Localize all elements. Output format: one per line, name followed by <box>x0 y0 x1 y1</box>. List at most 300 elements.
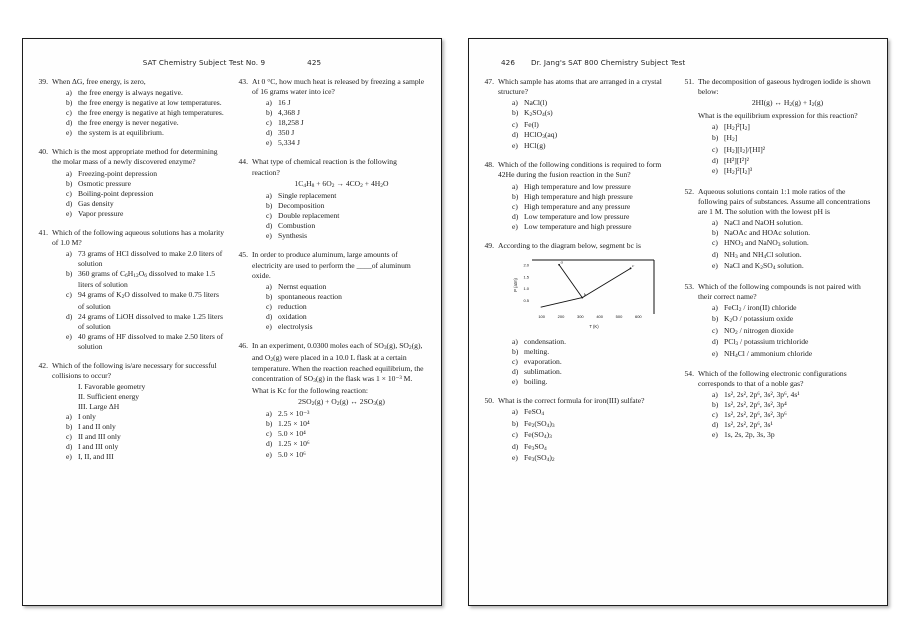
svg-text:a: a <box>560 259 563 265</box>
option-text: 73 grams of HCl dissolved to make 2.0 liters of solution <box>78 249 223 269</box>
option-text: NaOAc and HOAc solution. <box>724 228 811 238</box>
option-label: a) <box>712 122 718 132</box>
question-stem: Aqueous solutions contain 1:1 mole ratios of the following pairs of substances. Assume all concentrations are 1 M. The solution with the lowest pH is <box>698 186 871 217</box>
answer-options <box>252 98 425 148</box>
question <box>235 250 425 332</box>
answer-option[interactable] <box>712 390 871 400</box>
answer-options <box>698 122 871 178</box>
right-page-number: 426 <box>501 58 516 67</box>
question-stem: The decomposition of gaseous hydrogen iodide is shown below: <box>698 77 871 97</box>
option-label: d) <box>266 439 273 449</box>
answer-option[interactable] <box>66 209 225 219</box>
answer-options <box>252 191 425 241</box>
left-page-columns <box>23 67 441 471</box>
question-equation: 2HI(g) ↔ $H_2(g) + I_2(g)$ <box>751 98 824 109</box>
answer-option[interactable] <box>512 453 671 464</box>
answer-option[interactable] <box>512 407 671 418</box>
left-page <box>22 38 442 606</box>
option-label: b) <box>512 108 519 118</box>
right-page-header <box>469 39 887 67</box>
question <box>481 77 671 151</box>
answer-option[interactable] <box>712 400 871 410</box>
answer-options <box>52 412 225 462</box>
question-stem: According to the diagram below, segment bc is <box>498 240 641 250</box>
option-text: [H²][I²]² <box>724 156 749 166</box>
option-text: High temperature and high pressure <box>524 191 633 201</box>
answer-option[interactable] <box>66 452 225 462</box>
option-label: c) <box>66 432 72 442</box>
question <box>35 77 225 138</box>
option-label: e) <box>266 321 272 331</box>
option-text: Double replacement <box>278 211 340 221</box>
question <box>235 77 425 148</box>
answer-option[interactable] <box>266 231 425 241</box>
option-label: a) <box>512 98 518 108</box>
option-label: b) <box>266 201 273 211</box>
answer-option[interactable] <box>512 108 671 119</box>
answer-option[interactable] <box>712 122 871 133</box>
answer-option[interactable] <box>512 98 671 108</box>
answer-option[interactable] <box>66 412 225 422</box>
svg-text:500: 500 <box>615 313 623 319</box>
svg-text:600: 600 <box>634 313 642 319</box>
answer-option[interactable] <box>712 303 871 314</box>
option-text: Decomposition <box>278 201 325 211</box>
option-label: a) <box>66 88 72 98</box>
answer-option[interactable] <box>266 191 425 201</box>
option-text: reduction <box>278 301 307 311</box>
option-text: I and III only <box>78 442 119 452</box>
answer-option[interactable] <box>266 322 425 332</box>
question-stem: Which sample has atoms that are arranged in a crystal structure? <box>498 77 662 97</box>
answer-option[interactable] <box>512 192 671 202</box>
answer-option[interactable] <box>66 332 225 352</box>
option-text: $HNO_3$ and NaNO$_3$ solution. <box>724 238 809 249</box>
answer-option[interactable] <box>712 250 871 261</box>
question-body <box>498 241 671 387</box>
answer-option[interactable] <box>66 442 225 452</box>
svg-text:200: 200 <box>557 313 565 319</box>
answer-option[interactable] <box>712 261 871 272</box>
answer-option[interactable] <box>512 212 671 222</box>
option-label: b) <box>266 291 273 301</box>
question <box>235 341 425 460</box>
question-stem: Which of the following aqueous solutions has a molarity of 1.0 M? <box>52 227 225 247</box>
question-body <box>698 77 871 178</box>
option-label: a) <box>66 249 72 259</box>
answer-option[interactable] <box>66 98 225 108</box>
right-column-1 <box>481 77 671 473</box>
option-text: 1s, 2s, 2p, 3s, 3p <box>724 430 775 440</box>
option-label: e) <box>512 377 518 387</box>
question-stem: In order to produce aluminum, large amounts of electricity are used to perform the ____of aluminum oxide. <box>252 250 411 280</box>
option-text: 1.25 × 10⁶ <box>278 439 310 449</box>
option-text: the system is at equilibrium. <box>78 128 164 138</box>
option-text: 40 grams of HF dissolved to make 2.50 liters of solution <box>78 331 224 351</box>
option-label: a) <box>266 281 272 291</box>
option-label: d) <box>66 118 73 128</box>
answer-option[interactable] <box>712 337 871 348</box>
option-label: d) <box>712 420 719 430</box>
option-text: NaCl and $K_2SO_4$ solution. <box>724 261 804 272</box>
answer-option[interactable] <box>266 98 425 108</box>
option-text: Nernst equation <box>278 281 327 291</box>
option-label: a) <box>266 191 272 201</box>
option-label: d) <box>266 311 273 321</box>
option-text: 1s², 2s², 2p⁶, 3s², 3p⁶, 4s¹ <box>724 390 800 400</box>
answer-option[interactable] <box>712 145 871 156</box>
answer-option[interactable] <box>266 312 425 322</box>
answer-options <box>498 337 671 387</box>
question-equation: $1C_4H_8 + 6O_2 \to 4CO_2 + 4H_2O$ <box>294 178 389 189</box>
svg-text:b: b <box>583 292 587 298</box>
answer-option[interactable] <box>712 326 871 337</box>
phase-diagram <box>504 254 656 330</box>
option-label: c) <box>66 290 72 300</box>
option-text: I, II, and III <box>78 452 114 462</box>
question <box>35 361 225 462</box>
option-text: 1.25 × 10⁴ <box>278 419 310 429</box>
option-label: b) <box>712 400 719 410</box>
option-label: d) <box>512 441 519 451</box>
question-equation: $2SO_2(g) + O_2(g)$ ↔ $2SO_3(g)$ <box>298 396 385 408</box>
answer-option[interactable] <box>66 118 225 128</box>
option-text: 1s², 2s², 2p⁶, 3s¹ <box>724 420 773 430</box>
option-label: d) <box>512 367 519 377</box>
option-label: d) <box>512 211 519 221</box>
answer-option[interactable] <box>66 290 225 311</box>
answer-option[interactable] <box>512 202 671 212</box>
option-text: the free energy is always negative. <box>78 88 183 98</box>
answer-option[interactable] <box>66 179 225 189</box>
answer-option[interactable] <box>712 349 871 360</box>
answer-option[interactable] <box>66 169 225 179</box>
option-label: c) <box>266 211 272 221</box>
question-number: 39. <box>38 77 48 86</box>
option-label: e) <box>512 221 518 231</box>
question-body <box>252 250 425 332</box>
question-body <box>252 341 425 460</box>
answer-option[interactable] <box>712 430 871 440</box>
answer-option[interactable] <box>512 120 671 130</box>
answer-option[interactable] <box>512 357 671 367</box>
question-number: 46. <box>238 340 248 350</box>
question <box>481 160 671 231</box>
left-header-title: SAT Chemistry Subject Test No. 9 <box>142 58 266 67</box>
question-stem: Which of the following compounds is not paired with their correct name? <box>698 281 861 301</box>
option-label: a) <box>66 168 72 178</box>
option-text: $Fe_3(SO_4)_2$ <box>524 452 555 464</box>
option-label: d) <box>712 337 719 347</box>
question-stem: What type of chemical reaction is the following reaction? <box>252 157 397 177</box>
answer-option[interactable] <box>266 439 425 449</box>
question <box>481 241 671 387</box>
question <box>681 369 871 440</box>
answer-options <box>498 407 671 464</box>
question <box>681 187 871 273</box>
answer-options <box>698 218 871 272</box>
answer-option[interactable] <box>712 156 871 166</box>
option-text: 2.5 × 10⁻³ <box>278 409 310 419</box>
answer-option[interactable] <box>266 450 425 460</box>
option-text: $Fe(SO_4)_3$ <box>524 430 552 441</box>
answer-option[interactable] <box>712 314 871 325</box>
answer-option[interactable] <box>266 138 425 148</box>
roman-item: III. Large ΔH <box>78 402 120 412</box>
answer-option[interactable] <box>712 218 871 228</box>
option-text: Freezing-point depression <box>78 168 158 178</box>
option-text: the free energy is negative at low temperatures. <box>78 98 222 108</box>
answer-option[interactable] <box>66 108 225 118</box>
option-label: c) <box>512 119 518 129</box>
answer-option[interactable] <box>266 211 425 221</box>
option-text: Fe(l) <box>524 119 539 129</box>
option-label: a) <box>512 407 518 417</box>
answer-option[interactable] <box>266 108 425 118</box>
option-text: the free energy is never negative. <box>78 118 179 128</box>
answer-option[interactable] <box>712 166 871 177</box>
answer-option[interactable] <box>512 222 671 232</box>
answer-option[interactable] <box>512 141 671 151</box>
option-label: a) <box>512 337 518 346</box>
answer-option[interactable] <box>712 228 871 238</box>
answer-option[interactable] <box>66 312 225 332</box>
option-text: NaCl and NaOH solution. <box>724 218 803 228</box>
answer-option[interactable] <box>512 442 671 453</box>
option-text: boiling. <box>524 377 548 387</box>
option-label: d) <box>266 221 273 231</box>
option-label: a) <box>712 218 718 228</box>
answer-options <box>52 88 225 138</box>
svg-text:300: 300 <box>576 313 584 319</box>
answer-option[interactable] <box>712 410 871 420</box>
option-label: d) <box>512 129 519 139</box>
answer-option[interactable] <box>712 238 871 249</box>
question-number: 51. <box>684 77 694 86</box>
question-number: 52. <box>684 186 694 196</box>
option-text: 1s², 2s², 2p⁶, 3s², 3p⁶ <box>724 410 787 420</box>
option-text: $[H_2]^2[I_2]$ <box>724 122 750 133</box>
svg-text:1.5: 1.5 <box>523 274 529 280</box>
question-body <box>52 361 225 462</box>
option-label: c) <box>266 301 272 311</box>
question-stem: Which of the following is/are necessary for successful collisions to occur? <box>52 360 217 381</box>
option-text: electrolysis <box>278 321 313 331</box>
answer-option[interactable] <box>266 128 425 138</box>
question-stem: Which is the most appropriate method for determining the molar mass of a newly discovered enzyme? <box>52 147 218 167</box>
answer-option[interactable] <box>66 128 225 138</box>
answer-option[interactable] <box>266 221 425 231</box>
answer-option[interactable] <box>512 337 671 347</box>
answer-option[interactable] <box>66 432 225 442</box>
question-body <box>698 187 871 273</box>
answer-options <box>498 98 671 151</box>
answer-option[interactable] <box>512 347 671 357</box>
answer-option[interactable] <box>512 419 671 430</box>
answer-options <box>252 409 425 459</box>
svg-text:0.5: 0.5 <box>523 297 529 303</box>
option-label: e) <box>266 138 272 148</box>
svg-text:P (atm): P (atm) <box>513 278 518 292</box>
answer-option[interactable] <box>512 130 671 141</box>
option-label: c) <box>512 430 518 440</box>
question-body <box>52 77 225 138</box>
option-text: $[H_2][I_2]/[HI]^2$ <box>724 144 766 156</box>
option-text: 24 grams of LiOH dissolved to make 1.25 liters of solution <box>78 311 223 331</box>
question-body <box>498 396 671 464</box>
option-label: e) <box>66 128 72 138</box>
answer-option[interactable] <box>512 377 671 387</box>
option-text: $[H_2]$ <box>724 133 738 144</box>
option-label: e) <box>66 208 72 218</box>
option-label: c) <box>712 238 718 248</box>
option-label: c) <box>512 201 518 211</box>
option-label: e) <box>266 449 272 459</box>
option-text: 4,368 J <box>278 108 300 118</box>
question-number: 50. <box>484 396 494 406</box>
answer-options <box>252 282 425 332</box>
option-text: condensation. <box>524 337 566 346</box>
answer-option[interactable] <box>266 282 425 292</box>
answer-option[interactable] <box>512 430 671 441</box>
option-label: e) <box>712 261 718 271</box>
answer-option[interactable] <box>66 422 225 432</box>
option-text: 5.0 × 10⁴ <box>278 429 306 439</box>
answer-option[interactable] <box>266 429 425 439</box>
answer-option[interactable] <box>266 409 425 419</box>
answer-option[interactable] <box>266 292 425 302</box>
answer-options <box>698 303 871 360</box>
question-number: 48. <box>484 160 494 170</box>
option-text: II and III only <box>78 432 121 442</box>
option-text: 5.0 × 10⁶ <box>278 449 306 459</box>
answer-option[interactable] <box>66 189 225 199</box>
option-text: PCl$_3$ / potassium trichloride <box>724 337 809 348</box>
question-number: 44. <box>238 157 248 167</box>
option-label: c) <box>512 357 518 367</box>
svg-text:2.0: 2.0 <box>523 262 529 268</box>
option-label: a) <box>266 98 272 108</box>
option-text: $NH_4Cl$ / ammonium chloride <box>724 348 813 359</box>
option-label: a) <box>512 181 518 191</box>
question <box>35 147 225 218</box>
option-text: Gas density <box>78 198 114 208</box>
left-column-1 <box>35 77 225 471</box>
option-text: 1s², 2s², 2p⁶, 3s², 3p⁴ <box>724 400 787 410</box>
option-label: e) <box>66 331 72 341</box>
option-label: e) <box>266 231 272 241</box>
answer-option[interactable] <box>266 201 425 211</box>
answer-option[interactable] <box>712 420 871 430</box>
roman-list <box>52 382 225 412</box>
option-label: c) <box>266 429 272 439</box>
option-text: $Fe_2(SO_4)_3$ <box>524 418 555 429</box>
option-label: e) <box>512 452 518 462</box>
answer-options <box>498 182 671 232</box>
question-stem: Which of the following conditions is required to form 42He during the fusion reaction in the Sun? <box>498 160 662 180</box>
option-text: the free energy is negative at high temperatures. <box>78 108 224 118</box>
option-text: I only <box>78 412 96 422</box>
option-label: e) <box>712 166 718 176</box>
option-text: HCl(g) <box>524 141 546 151</box>
option-text: Low temperature and low pressure <box>524 211 630 221</box>
option-text: 18,258 J <box>278 118 304 128</box>
option-text: sublimation. <box>524 367 562 377</box>
question-stem-continued: What is the equilibrium expression for this reaction? <box>698 110 858 120</box>
question-number: 54. <box>684 369 694 379</box>
answer-option[interactable] <box>66 199 225 209</box>
phase-diagram-wrapper <box>504 254 656 333</box>
option-text: 360 grams of $C_6H_{12}O_6$ dissolved to make 1.5 liters of solution <box>78 269 216 290</box>
question-stem: When ΔG, free energy, is zero, <box>52 77 146 86</box>
right-column-2 <box>681 77 871 473</box>
question-number: 47. <box>484 77 494 86</box>
question-body <box>498 77 671 151</box>
answer-option[interactable] <box>266 118 425 128</box>
question-number: 49. <box>484 240 494 250</box>
answer-options <box>52 169 225 219</box>
answer-option[interactable] <box>512 367 671 377</box>
question <box>35 228 225 352</box>
option-text: I and II only <box>78 422 116 432</box>
option-text: FeCl$_2$ / iron(II) chloride <box>724 302 797 314</box>
answer-option[interactable] <box>266 302 425 312</box>
option-label: c) <box>66 108 72 118</box>
answer-option[interactable] <box>712 133 871 144</box>
option-text: Single replacement <box>278 191 337 201</box>
roman-item: I. Favorable geometry <box>78 382 146 392</box>
question-stem: In an experiment, 0.0300 moles each of $SO_3(g)$, $SO_2(g)$, and $O_2(g)$ were placed in a 10.0 L flask at a certain temperature. When the reaction reached equilibrium, the concentration of $SO_3(g)$ in the flask was 1 × 10⁻³ M. What is Kc for the following reaction: <box>252 340 424 395</box>
option-label: b) <box>66 98 73 108</box>
option-label: b) <box>712 133 719 143</box>
option-text: Osmotic pressure <box>78 178 131 188</box>
option-text: HClO$_3$(aq) <box>524 129 558 140</box>
option-label: d) <box>266 128 273 138</box>
question-body <box>698 369 871 440</box>
question-number: 40. <box>38 147 48 157</box>
option-text: melting. <box>524 347 550 357</box>
question-number: 41. <box>38 227 48 237</box>
answer-option[interactable] <box>266 419 425 429</box>
option-label: c) <box>712 410 718 420</box>
option-text: $NO_2$ / nitrogen dioxide <box>724 325 794 336</box>
option-label: d) <box>66 311 73 321</box>
answer-option[interactable] <box>512 182 671 192</box>
answer-option[interactable] <box>66 269 225 290</box>
question-number: 43. <box>238 77 248 86</box>
left-column-2 <box>235 77 425 471</box>
question-body <box>52 228 225 352</box>
question-number: 42. <box>38 360 48 370</box>
option-label: b) <box>66 422 73 432</box>
option-text: Combustion <box>278 221 316 231</box>
question-body <box>498 160 671 231</box>
option-label: b) <box>512 347 519 357</box>
option-label: d) <box>712 156 719 166</box>
question-body <box>698 282 871 360</box>
option-label: b) <box>512 191 519 201</box>
right-header-title: Dr. Jang's SAT 800 Chemistry Subject Test <box>531 58 686 67</box>
option-text: NaCl(l) <box>524 98 548 108</box>
question <box>481 396 671 464</box>
question-stem: Which of the following electronic configurations corresponds to that of a noble gas? <box>698 369 847 389</box>
answer-option[interactable] <box>66 88 225 98</box>
option-label: c) <box>712 144 718 154</box>
answer-option[interactable] <box>66 249 225 269</box>
svg-text:T (K): T (K) <box>589 323 599 329</box>
option-text: High temperature and low pressure <box>524 181 631 191</box>
option-label: c) <box>266 118 272 128</box>
